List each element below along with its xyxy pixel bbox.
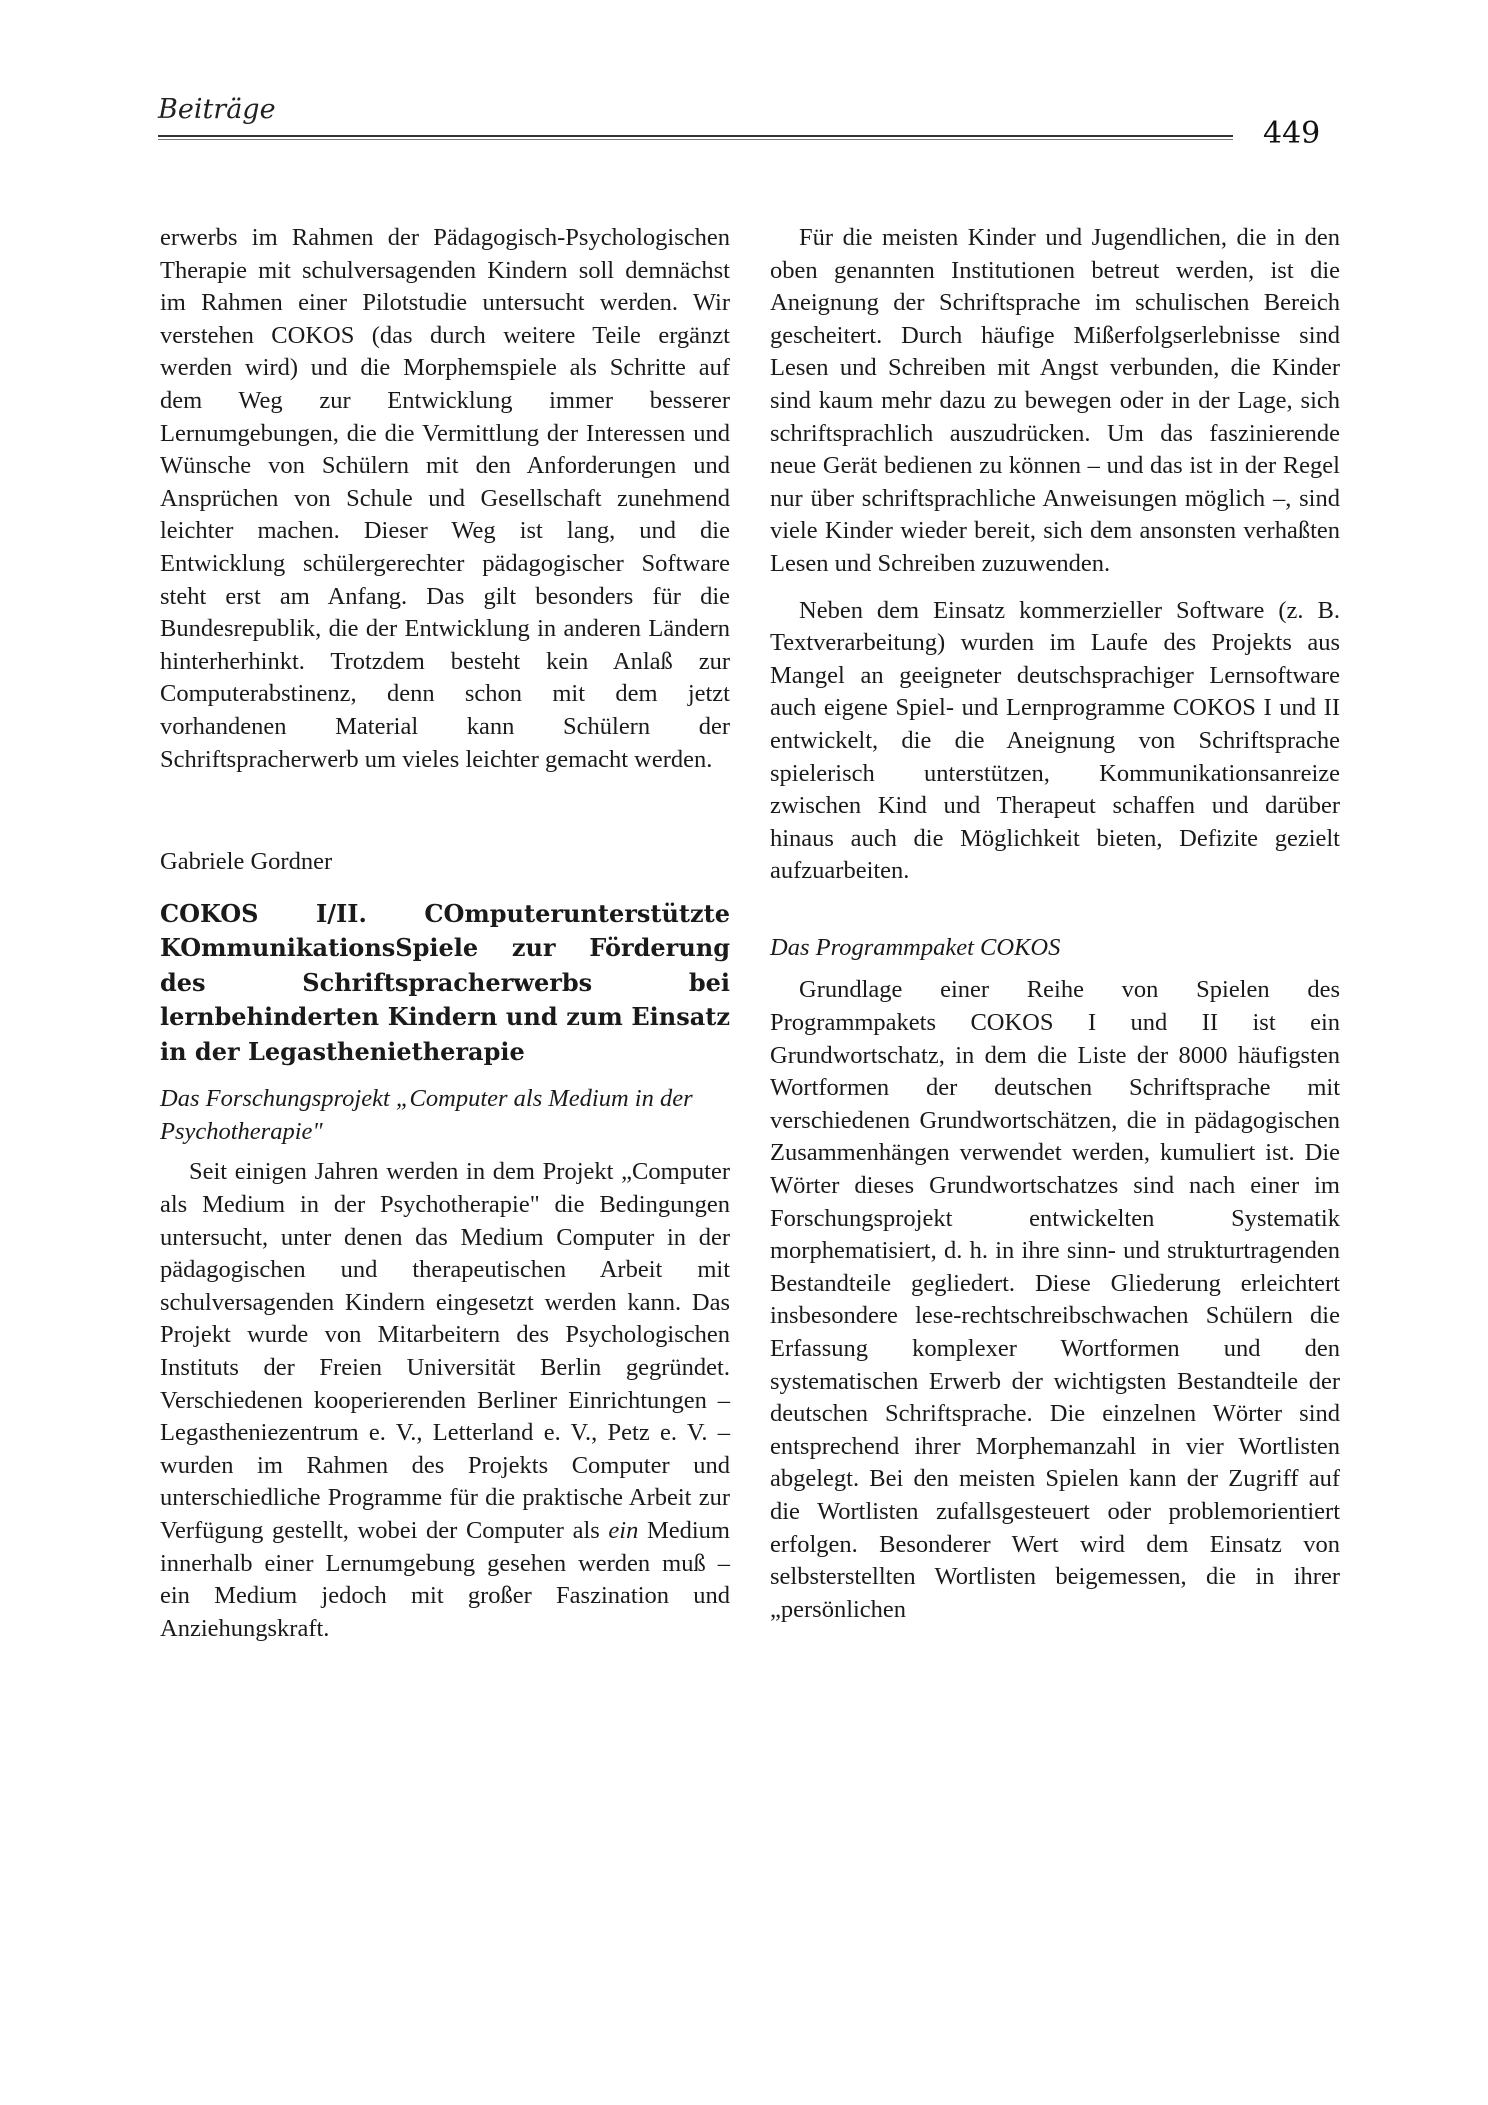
section-heading-forschungsprojekt: Das Forschungsprojekt „Computer als Medium in der Psychotherapie"	[160, 1085, 693, 1145]
text-run: Medium innerhalb einer Lernumgebung gesehen werden muß – ein Medium jedoch mit großer Faszination und Anziehungskraft.	[160, 1516, 730, 1642]
right-paragraph-kinder: Für die meisten Kinder und Jugendlichen, die in den oben genannten Institutionen betreut werden, ist die Aneignung der Schriftsprache im schulischen Bereich gescheitert. Durch häufige Mißerfolgserlebnisse sind Lesen und Schreiben mit Angst verbunden, die Kinder sind kaum mehr dazu zu bewegen oder in der Lage, sich schriftsprachlich auszudrücken. Um das faszinierende neue Gerät bedienen zu können – und das ist in der Regel nur über schriftsprachliche Anweisungen möglich –, sind viele Kinder wieder bereit, sich dem ansonsten verhaßten Lesen und Schreiben zuzuwenden.	[770, 224, 1340, 577]
section-heading-programmpaket: Das Programmpaket COKOS	[770, 933, 1061, 961]
right-paragraph-grundlage: Grundlage einer Reihe von Spielen des Programmpakets COKOS I und II ist ein Grundwortschatz, in dem die Liste der 8000 häufigsten Wortformen der deutschen Schriftsprache mit verschiedenen Grundwortschätzen, die in pädagogischen Zusammenhängen verwendet werden, kumuliert ist. Die Wörter dieses Grundwortschatzes sind nach einer im Forschungsprojekt entwickelten Systematik morphematisiert, d. h. in ihre sinn- und strukturtragenden Bestandteile gegliedert. Diese Gliederung erleichtert insbesondere lese-rechtschreibschwachen Schülern die Erfassung komplexer Wortformen und den systematischen Erwerb der wichtigsten Bestandteile der deutschen Schriftsprache. Die einzelnen Wörter sind entsprechend ihrer Morphemanzahl in vier Wortlisten abgelegt. Bei den meisten Spielen kann der Zugriff auf die Wortlisten zufallsgesteuert oder problemorientiert erfolgen. Besonderer Wert wird dem Einsatz von selbsterstellten Wortlisten beigemessen, die in ihrer „persönlichen	[770, 976, 1340, 1623]
running-header: Beiträge	[158, 94, 276, 125]
text-run: Seit einigen Jahren werden in dem Projekt „Computer als Medium in der Psychotherapie" die Bedingungen untersucht, unter denen das Medium Computer in der pädagogischen und therapeutischen Arbeit mit schulversagenden Kindern eingesetzt werden kann. Das Projekt wurde von Mitarbeitern des Psychologischen Instituts der Freien Universität Berlin gegründet. Verschiedenen kooperierenden Berliner Einrichtungen – Legastheniezentrum e. V., Letterland e. V., Petz e. V. – wurden im Rahmen des Projekts Computer und unterschiedliche Programme für die praktische Arbeit zur Verfügung gestellt, wobei der Computer als	[160, 1158, 730, 1544]
left-paragraph-projekt	[160, 1156, 730, 1645]
header-rule	[158, 135, 1233, 137]
right-paragraph-software: Neben dem Einsatz kommerzieller Software (z. B. Textverarbeitung) wurden im Laufe des Projekts aus Mangel an geeigneter deutschsprachiger Lernsoftware auch eigene Spiel- und Lernprogramme COKOS I und II entwickelt, die die Aneignung von Schriftsprache spielerisch unterstützen, Kommunikationsanreize zwischen Kind und Therapeut schaffen und darüber hinaus auch die Möglichkeit bieten, Defizite gezielt aufzuarbeiten.	[770, 596, 1340, 885]
article-author: Gabriele Gordner	[160, 848, 333, 876]
header-rule-thin	[158, 139, 1233, 140]
left-paragraph-continued: erwerbs im Rahmen der Pädagogisch-Psychologischen Therapie mit schulversagenden Kindern soll demnächst im Rahmen einer Pilotstudie untersucht werden. Wir verstehen COKOS (das durch weitere Teile ergänzt werden wird) und die Morphemspiele als Schritte auf dem Weg zur Entwicklung immer besserer Lernumgebungen, die die Vermittlung der Interessen und Wünsche von Schülern mit den Anforderungen und Ansprüchen von Schule und Gesellschaft zunehmend leichter machen. Dieser Weg ist lang, und die Entwicklung schülergerechter pädagogischer Software steht erst am Anfang. Das gilt besonders für die Bundesrepublik, die der Entwicklung in anderen Ländern hinterherhinkt. Trotzdem besteht kein Anlaß zur Computerabstinenz, denn schon mit dem jetzt vorhandenen Material kann Schülern der Schriftspracherwerb um vieles leichter gemacht werden.	[160, 224, 730, 773]
left-column	[160, 222, 730, 1659]
emphasis-text: ein	[608, 1516, 639, 1544]
page-number: 449	[1263, 116, 1321, 151]
right-column	[770, 222, 1340, 1640]
article-title: COKOS I/II. COmputerunterstützte KOmmunikationsSpiele zur Förderung des Schriftspracherwerbs bei lernbehinderten Kindern und zum Einsatz in der Legasthenietherapie	[160, 898, 730, 1066]
